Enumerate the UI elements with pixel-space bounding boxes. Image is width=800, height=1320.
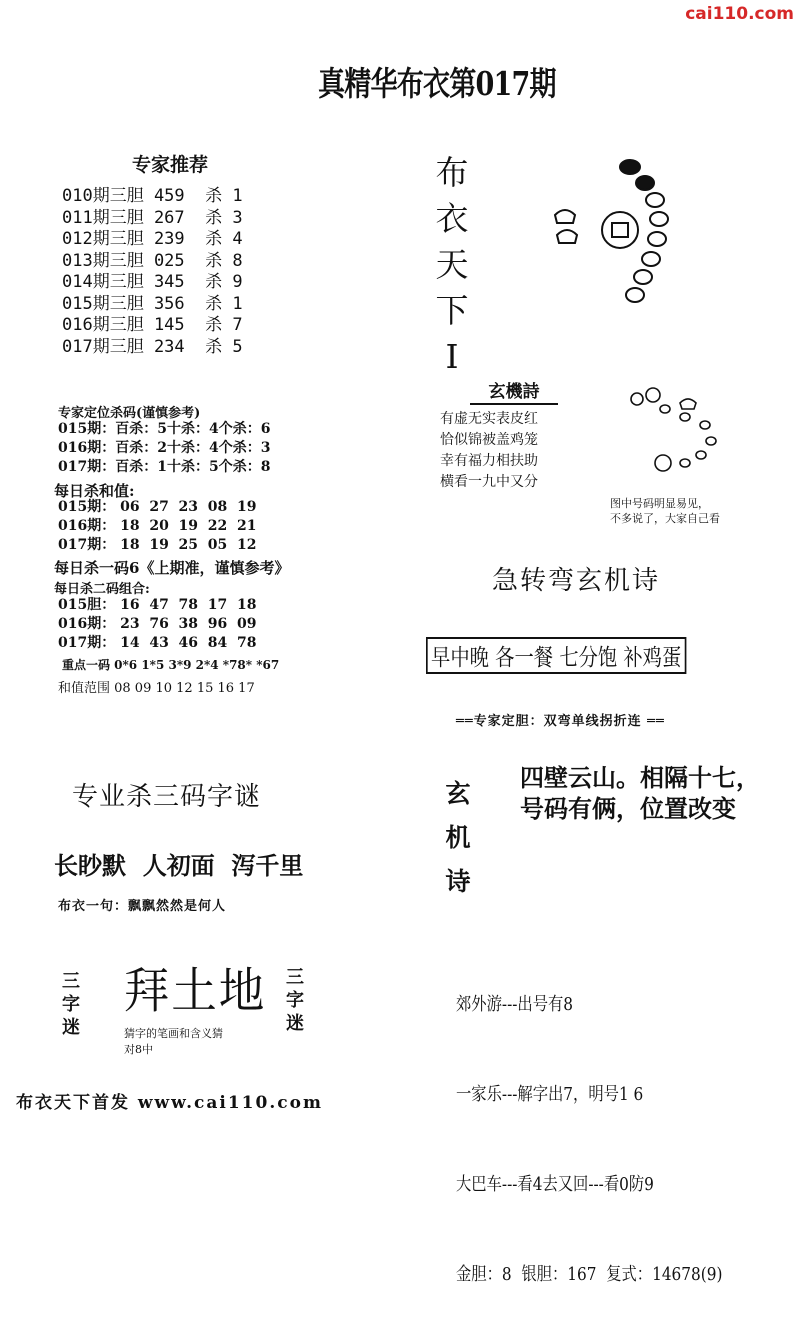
list-item: 017期三胆 234 杀 5 bbox=[62, 336, 243, 357]
riddle-big-word: 拜土地 bbox=[123, 963, 267, 1019]
daily-sum-header: 每日杀和值: bbox=[54, 482, 135, 500]
note-line: 不多说了，大家自己看 bbox=[610, 512, 720, 525]
vertical-char: 衣 bbox=[435, 199, 469, 238]
position-kill-list bbox=[58, 420, 270, 477]
buyi-sentence: 布衣一句：飘飘然然是何人 bbox=[58, 899, 227, 914]
hint-line: 对8中 bbox=[124, 1043, 153, 1056]
list-item: 017期：百杀：1十杀：5个杀：8 bbox=[58, 459, 271, 475]
list-item: 一家乐---解字出7，明号1 6 bbox=[456, 1084, 644, 1105]
list-item: 015胆： 16 47 78 17 18 bbox=[58, 597, 257, 613]
list-item: 014期三胆 345 杀 9 bbox=[62, 272, 243, 292]
vertical-char: 布 bbox=[435, 153, 469, 192]
daily-one-line: 每日杀一码6《上期准，谨慎参考》 bbox=[54, 559, 290, 577]
vertical-char: 三 bbox=[286, 967, 304, 988]
site-logo: cai110.com bbox=[685, 4, 794, 24]
list-item: 016期： 23 76 38 96 09 bbox=[58, 616, 257, 632]
xuanji-vertical-title bbox=[443, 772, 473, 904]
list-item: 大巴车---看4去又回---看0防9 bbox=[456, 1174, 654, 1195]
poem-line: 有虚无实表皮红 bbox=[440, 411, 538, 427]
vertical-char: 玄 bbox=[445, 779, 471, 808]
hint-line: 猜字的笔画和含义猜 bbox=[124, 1027, 223, 1040]
list-item: 015期： 06 27 23 08 19 bbox=[58, 499, 257, 515]
vertical-char: 字 bbox=[62, 994, 80, 1015]
page-title: 真精华布衣第017期 bbox=[318, 64, 556, 103]
urgent-title: 急转弯玄机诗 bbox=[492, 566, 661, 596]
vertical-char: 三 bbox=[62, 971, 80, 992]
list-item: 金胆：8 银胆：167 复式：14678(9) bbox=[456, 1264, 723, 1285]
note-line: 图中号码明显易见， bbox=[610, 497, 709, 510]
expert-sub-line: ══专家定胆：双弯单线拐折连 ══ bbox=[456, 714, 665, 729]
sum-range-line: 和值范围 08 09 10 12 15 16 17 bbox=[58, 681, 255, 696]
poem-title: 玄機詩 bbox=[470, 382, 558, 405]
image-note bbox=[610, 496, 720, 526]
list-item: 010期三胆 459 杀 1 bbox=[62, 186, 243, 206]
xuanji-poem bbox=[440, 382, 588, 493]
position-kill-header: 专家定位杀码(谨慎参考) bbox=[58, 406, 201, 421]
expert-header: 专家推荐 bbox=[132, 154, 209, 176]
list-item: 016期： 18 20 19 22 21 bbox=[58, 518, 257, 534]
riddle-line: 长眇默 人初面 泻千里 bbox=[54, 851, 304, 880]
list-item: 012期三胆 239 杀 4 bbox=[62, 229, 243, 249]
meal-line: 早中晚 各一餐 七分饱 补鸡蛋 bbox=[426, 637, 686, 674]
vertical-char: 诗 bbox=[445, 867, 471, 896]
vertical-char: I bbox=[445, 337, 459, 376]
xuanji-verse bbox=[520, 762, 760, 824]
clue-list bbox=[456, 930, 722, 1320]
poem-line: 恰似锦被盖鸡笼 bbox=[440, 432, 538, 448]
buyi-vertical-title bbox=[432, 150, 472, 380]
list-item: 011期三胆 267 杀 3 bbox=[62, 207, 243, 228]
riddle-title: 专业杀三码字谜 bbox=[72, 782, 262, 812]
vertical-char: 下 bbox=[435, 291, 469, 330]
list-item: 015期三胆 356 杀 1 bbox=[62, 293, 243, 314]
daily-sum-list bbox=[58, 498, 257, 555]
coin-string-illustration bbox=[625, 385, 735, 485]
list-item: 017期： 18 19 25 05 12 bbox=[58, 537, 257, 553]
vertical-char: 天 bbox=[435, 245, 469, 284]
footer: 布衣天下首发 www.cai110.com bbox=[16, 1093, 323, 1113]
vertical-char: 迷 bbox=[62, 1017, 80, 1038]
list-item: 013期三胆 025 杀 8 bbox=[62, 250, 243, 271]
vertical-char: 机 bbox=[445, 823, 471, 852]
daily-two-list bbox=[58, 596, 257, 653]
san-zi-mi-right bbox=[284, 966, 306, 1035]
key-code-line: 重点一码 0*6 1*5 3*9 2*4 *78* *67 bbox=[62, 658, 280, 672]
daily-two-header: 每日杀二码组合: bbox=[54, 582, 150, 597]
riddle-hint bbox=[124, 1026, 223, 1058]
vertical-char: 字 bbox=[286, 990, 304, 1011]
verse-line: 号码有俩，位置改变 bbox=[520, 794, 736, 823]
coin-chain-illustration bbox=[545, 155, 685, 315]
list-item: 016期：百杀：2十杀：4个杀：3 bbox=[58, 440, 271, 456]
list-item: 郊外游---出号有8 bbox=[456, 994, 574, 1015]
poem-line: 幸有福力相扶助 bbox=[440, 453, 538, 469]
list-item: 016期三胆 145 杀 7 bbox=[62, 315, 243, 335]
vertical-char: 迷 bbox=[286, 1013, 304, 1034]
list-item: 015期：百杀：5十杀：4个杀：6 bbox=[58, 421, 271, 437]
expert-list bbox=[62, 186, 243, 358]
verse-line: 四壁云山。相隔十七， bbox=[520, 763, 760, 792]
list-item: 017期： 14 43 46 84 78 bbox=[58, 635, 257, 651]
san-zi-mi-left bbox=[60, 970, 82, 1039]
poem-line: 横看一九中又分 bbox=[440, 474, 538, 490]
